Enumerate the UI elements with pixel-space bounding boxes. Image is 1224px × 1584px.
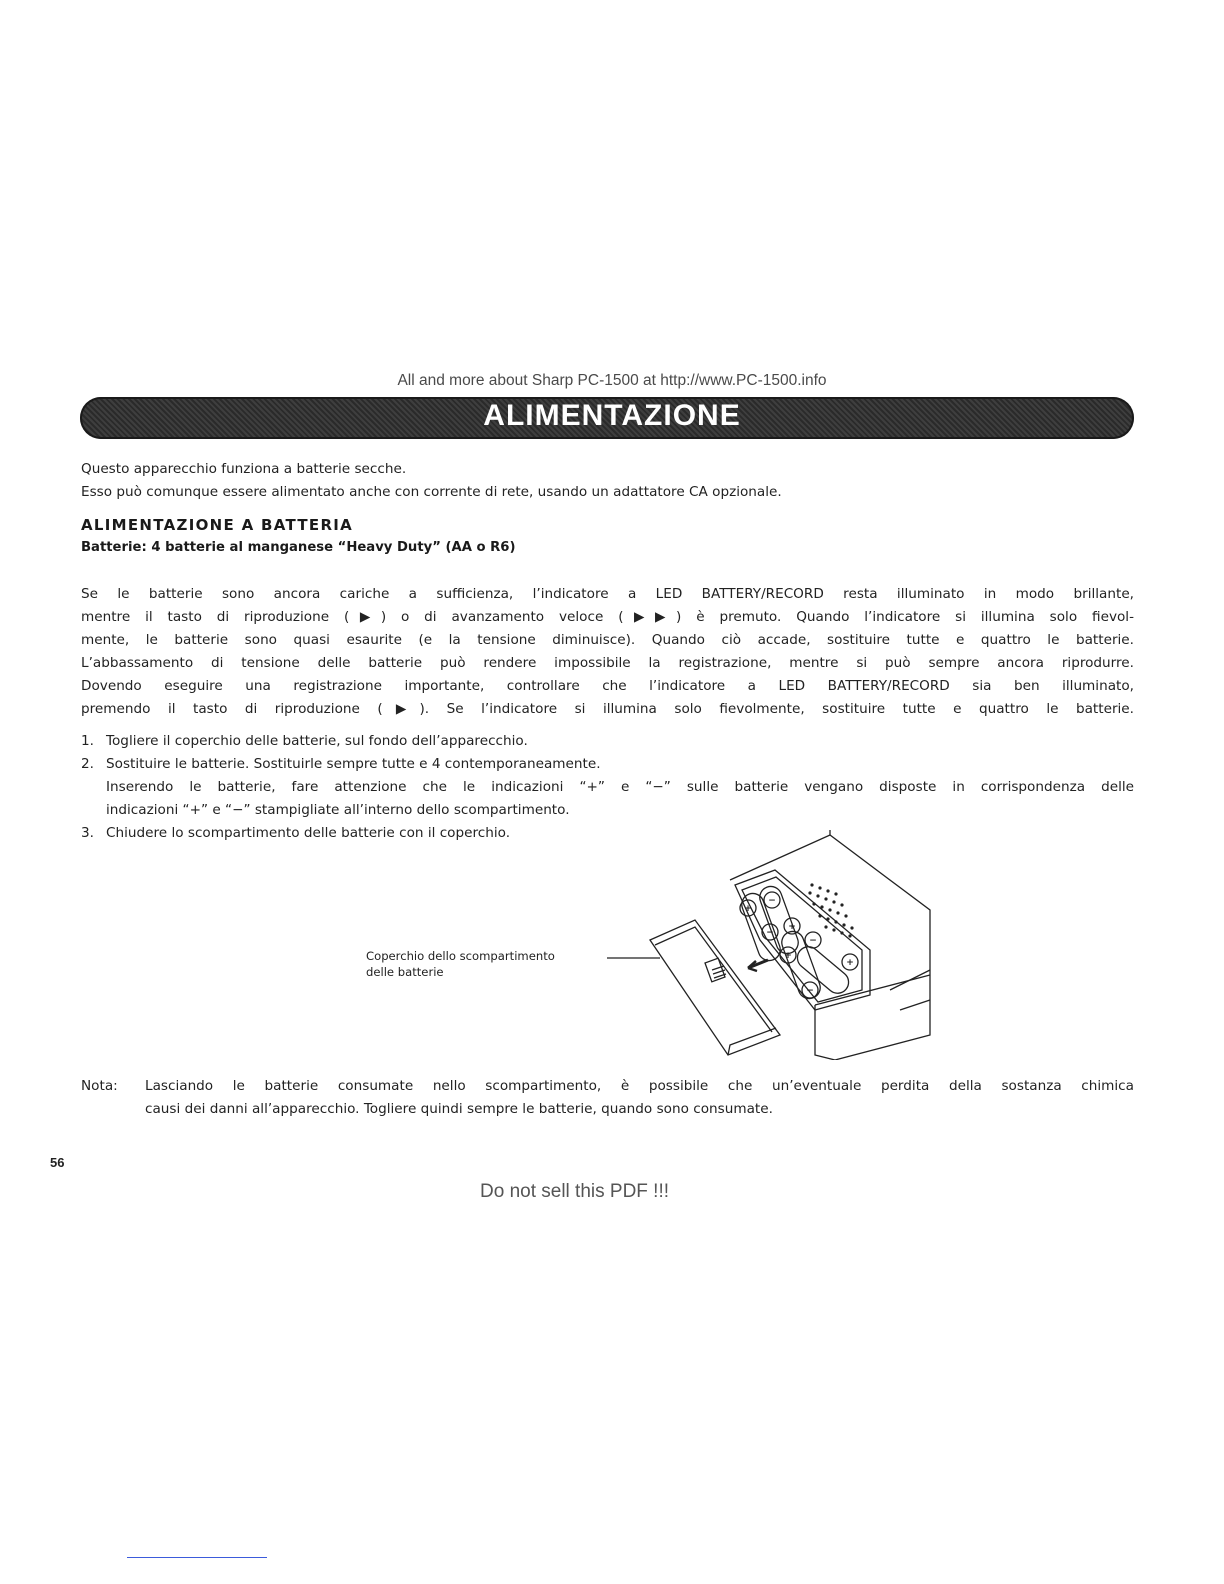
page-number: 56 [50,1155,65,1170]
step-continuation: indicazioni “+” e “−” stampigliate all’interno dello scompartimento. [106,802,570,818]
body-line: mentre il tasto di riproduzione (▶) o di avanzamento veloce (▶▶) è premuto. Quando l’indicatore si illumina solo fievol- [81,609,1134,625]
step-number: 3. [81,825,94,841]
body-line: Dovendo eseguire una registrazione importante, controllare che l’indicatore a LED BATTERY/RECORD sia ben illuminato, [81,678,1134,694]
plus-symbol: + [788,922,796,932]
note-text [145,1075,1134,1121]
section-subheading: Batterie: 4 batterie al manganese “Heavy Duty” (AA o R6) [81,540,516,555]
battery-compartment-illustration [600,830,940,1060]
plus-symbol: + [846,958,854,968]
minus-symbol: − [768,896,776,906]
caption-line: delle batterie [366,965,444,979]
footer-note: Do not sell this PDF !!! [480,1181,670,1202]
figure-caption [366,948,555,980]
plus-symbol: + [784,951,792,961]
minus-symbol: − [766,928,774,938]
intro-paragraph [81,458,1141,504]
body-paragraph [81,583,1134,721]
plus-symbol: + [744,904,752,914]
steps-list [81,730,1134,845]
step-number: 1. [81,733,94,749]
minus-symbol: − [806,986,814,996]
note-line: Lasciando le batterie consumate nello scompartimento, è possibile che un’eventuale perdita della sostanza chimica [145,1078,1134,1094]
footer-divider [127,1557,267,1558]
intro-line: Questo apparecchio funziona a batterie secche. [81,461,407,477]
body-line: premendo il tasto di riproduzione (▶). Se l’indicatore si illumina solo fievolmente, sostituire tutte e quattro le batterie. [81,701,1134,717]
minus-symbol: − [809,936,817,946]
page-title: ALIMENTAZIONE [483,399,741,432]
step-number: 2. [81,756,94,772]
step-text: Sostituire le batterie. Sostituirle sempre tutte e 4 contemporaneamente. [106,756,601,772]
list-item [81,730,1134,753]
note-line: causi dei danni all’apparecchio. Togliere quindi sempre le batterie, quando sono consumate. [145,1101,773,1117]
body-line: Se le batterie sono ancora cariche a sufficienza, l’indicatore a LED BATTERY/RECORD resta illuminato in modo brillante, [81,586,1134,602]
body-line: L’abbassamento di tensione delle batterie può rendere impossibile la registrazione, mentre si può sempre ancora riprodurre. [81,655,1134,671]
step-text: Togliere il coperchio delle batterie, sul fondo dell’apparecchio. [106,733,528,749]
intro-line: Esso può comunque essere alimentato anche con corrente di rete, usando un adattatore CA opzionale. [81,484,782,500]
caption-line: Coperchio dello scompartimento [366,949,555,963]
batteries [739,883,853,1001]
step-text: Chiudere lo scompartimento delle batterie con il coperchio. [106,825,511,841]
list-item [81,753,1134,822]
body-line: mente, le batterie sono quasi esaurite (e la tensione diminuisce). Quando ciò accade, sostituire tutte e quattro le batterie. [81,632,1134,648]
section-heading: ALIMENTAZIONE A BATTERIA [81,516,354,534]
step-continuation: Inserendo le batterie, fare attenzione che le indicazioni “+” e “−” sulle batterie vengano disposte in corrispondenza delle [106,779,1134,795]
source-header: All and more about Sharp PC-1500 at http://www.PC-1500.info [397,372,827,389]
note-label: Nota: [81,1078,118,1094]
